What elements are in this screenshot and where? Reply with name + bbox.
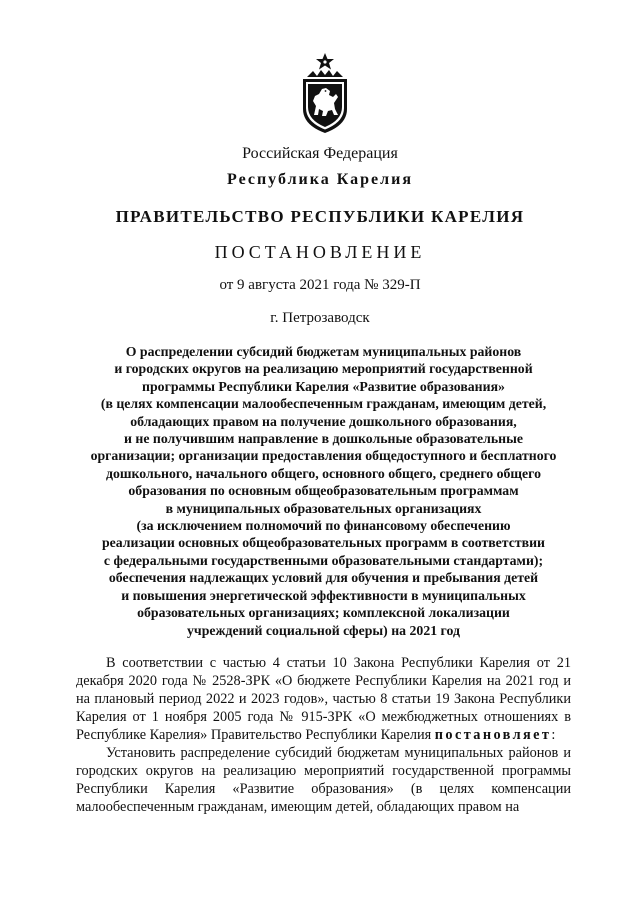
title-line: и не получившим направление в дошкольные образовательные [123,431,524,447]
document-body [76,654,571,816]
resolves-keyword: постановляет [434,727,552,743]
title-line: реализации основных общеобразовательных программ в соответствии [101,535,546,551]
title-line: организации; организации предоставления общедоступного и бесплатного [90,448,557,464]
item-1-paragraph: Установить распределение субсидий бюджетам муниципальных районов и городских округов на реализацию мероприятий государственной программы Республики Карелия «Развитие образования» (в целях компенсации малообеспеченным гражданам, имеющим детей, обладающих правом на [76,745,571,815]
government-name: ПРАВИТЕЛЬСТВО РЕСПУБЛИКИ КАРЕЛИЯ [115,207,525,226]
document-title [76,343,571,639]
title-line: обладающих правом на получение дошкольного образования, [130,413,517,429]
title-line: и повышения энергетической эффективности в муниципальных [121,587,526,603]
title-line: образования по основным общеобразовательным программам [128,483,519,499]
title-line: дошкольного, начального общего, основного общего, среднего общего [106,465,541,481]
title-line: с федеральными государственными образовательными стандартами); [103,552,544,568]
title-line: О распределении субсидий бюджетам муниципальных районов [125,344,522,359]
title-line: и городских округов на реализацию мероприятий государственной [114,361,533,377]
title-line: в муниципальных образовательных организациях [165,500,482,516]
document-city: г. Петрозаводск [270,310,370,326]
preamble-end: : [551,727,556,743]
title-line: (в целях компенсации малообеспеченным гражданам, имеющим детей, [100,396,547,412]
preamble-text: В соответствии с частью 4 статьи 10 Закона Республики Карелия от 21 декабря 2020 года № 2528-ЗРК «О бюджете Республики Карелия на 2021 год и на плановый период 2022 и 2023 годов», частью 8 статьи 19 Закона Республики Карелия от 1 ноября 2005 года № 915-ЗРК «О межбюджетных отношениях в Республике Карелия» Правительство Республики Карелия [76,655,571,743]
document-date-number: от 9 августа 2021 года № 329-П [219,277,421,293]
title-line: учреждений социальной сферы) на 2021 год [187,622,460,638]
title-line: обеспечения надлежащих условий для обучения и пребывания детей [108,570,539,586]
title-line: (за исключением полномочий по финансовому обеспечению [136,518,511,534]
republic-name: Республика Карелия [227,171,413,188]
title-line: программы Республики Карелия «Развитие образования» [142,378,505,394]
preamble-paragraph [76,654,571,744]
document-type: ПОСТАНОВЛЕНИЕ [214,242,426,262]
title-line: образовательных организациях; комплексной локализации [137,605,510,621]
country-name: Российская Федерация [242,145,398,162]
karelia-coat-of-arms-icon [297,51,353,135]
